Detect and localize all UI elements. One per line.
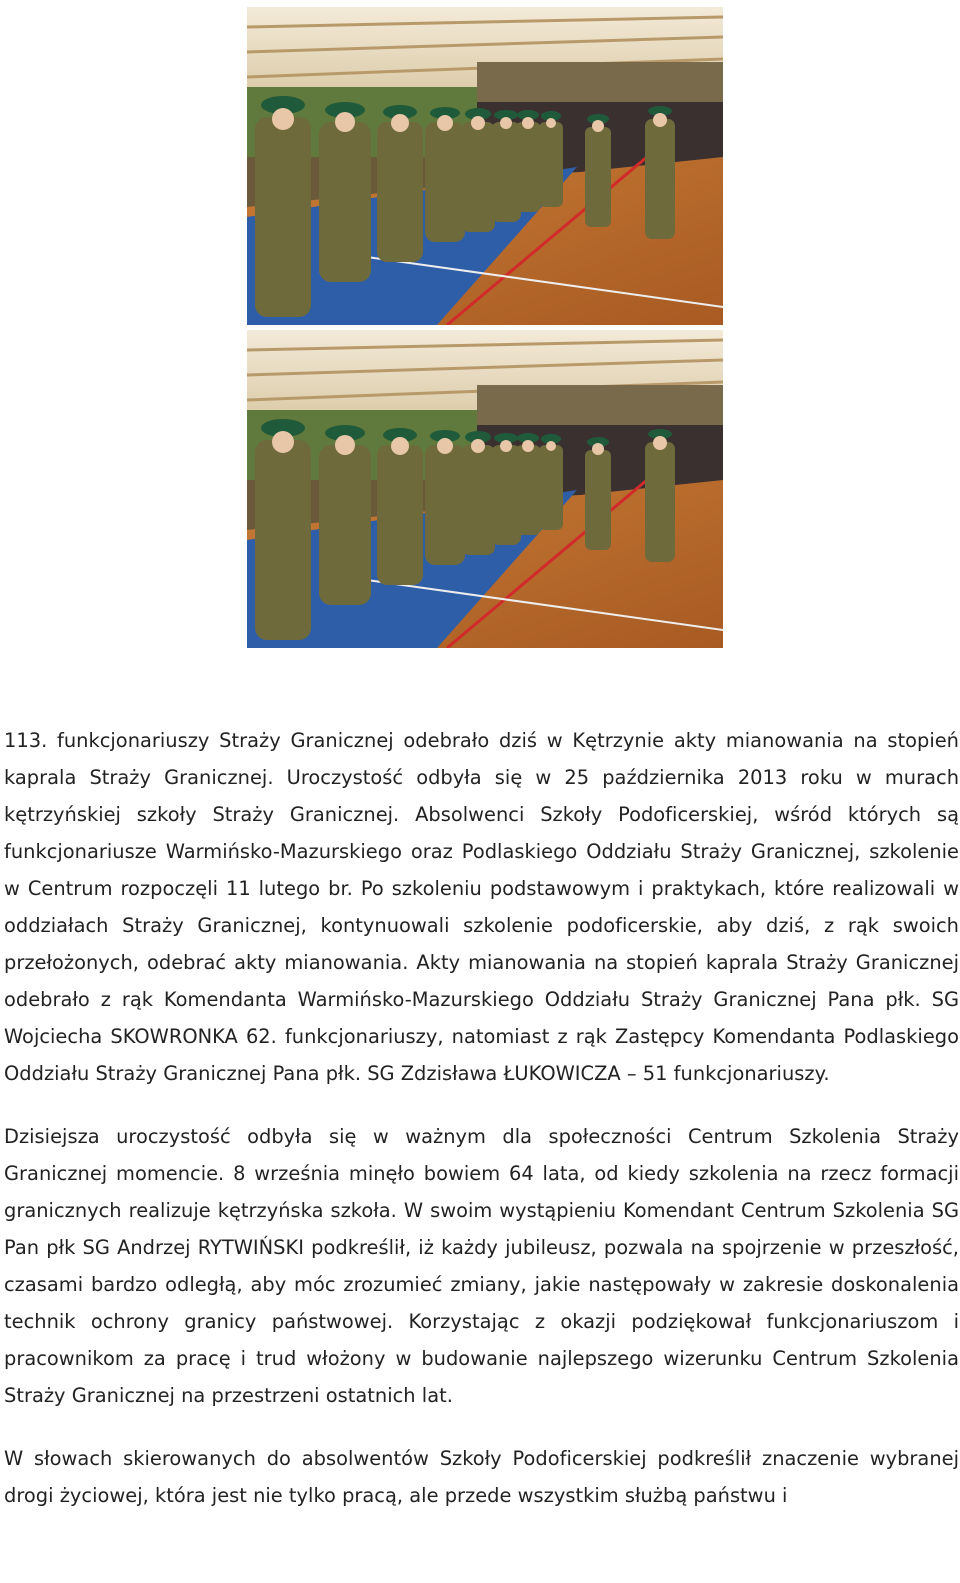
ceremony-photo-1-image <box>247 7 723 325</box>
ceremony-photo-2 <box>247 330 723 648</box>
article-body <box>4 722 959 1514</box>
article-paragraph-3: W słowach skierowanych do absolwentów Szkoły Podoficerskiej podkreślił znaczenie wybranej drogi życiowej, która jest nie tylko pracą, ale przede wszystkim służbą państwu i <box>4 1447 959 1507</box>
ceremony-photo-1 <box>247 7 723 325</box>
article-paragraph-2: Dzisiejsza uroczystość odbyła się w ważnym dla społeczności Centrum Szkolenia Straży Granicznej momencie. 8 września minęło bowiem 64 lata, od kiedy szkolenia na rzecz formacji granicznych realizuje kętrzyńska szkoła. W swoim wystąpieniu Komendant Centrum Szkolenia SG Pan płk SG Andrzej RYTWIŃSKI podkreślił, iż każdy jubileusz, pozwala na spojrzenie w przeszłość, czasami bardzo odległą, aby móc zrozumieć zmiany, jakie następowały w zakresie doskonalenia technik ochrony granicy państwowej. Korzystając z okazji podziękował funkcjonariuszom i pracownikom za pracę i trud włożony w budowanie najlepszego wizerunku Centrum Szkolenia Straży Granicznej na przestrzeni ostatnich lat. <box>4 1125 959 1407</box>
ceremony-photo-2-image <box>247 330 723 648</box>
article-paragraph-1: 113. funkcjonariuszy Straży Granicznej odebrało dziś w Kętrzynie akty mianowania na stopień kaprala Straży Granicznej. Uroczystość odbyła się w 25 października 2013 roku w murach kętrzyńskiej szkoły Straży Granicznej. Absolwenci Szkoły Podoficerskiej, wśród których są funkcjonariusze Warmińsko-Mazurskiego oraz Podlaskiego Oddziału Straży Granicznej, szkolenie w Centrum rozpoczęli 11 lutego br. Po szkoleniu podstawowym i praktykach, które realizowali w oddziałach Straży Granicznej, kontynuowali szkolenie podoficerskie, aby dziś, z rąk swoich przełożonych, odebrać akty mianowania. Akty mianowania na stopień kaprala Straży Granicznej odebrało z rąk Komendanta Warmińsko-Mazurskiego Oddziału Straży Granicznej Pana płk. SG Wojciecha SKOWRONKA 62. funkcjonariuszy, natomiast z rąk Zastępcy Komendanta Podlaskiego Oddziału Straży Granicznej Pana płk. SG Zdzisława ŁUKOWICZA – 51 funkcjonariuszy. <box>4 729 959 1085</box>
